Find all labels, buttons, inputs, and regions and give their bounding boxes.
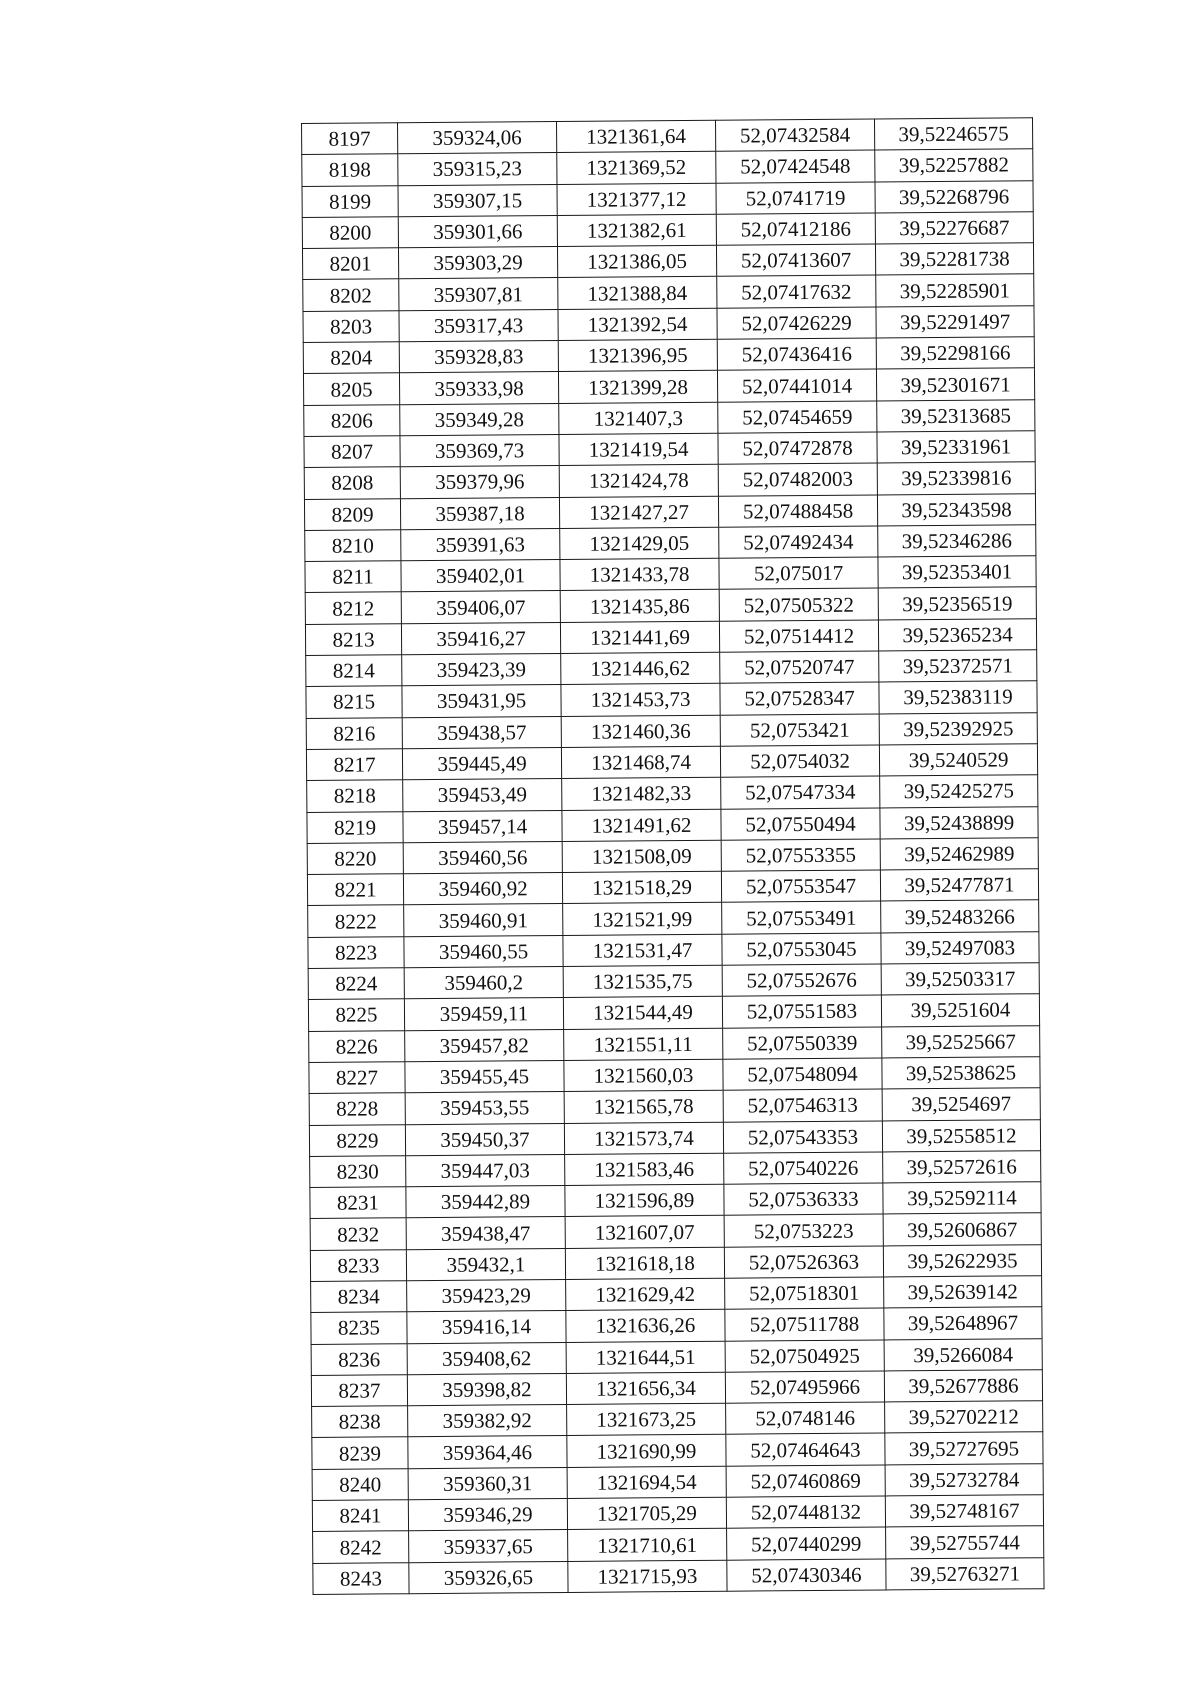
longitude-cell: 39,52622935 bbox=[883, 1244, 1041, 1277]
longitude-cell: 39,5240529 bbox=[879, 744, 1037, 777]
longitude-cell: 39,52732784 bbox=[885, 1463, 1043, 1496]
point-number-cell: 8235 bbox=[311, 1312, 407, 1344]
y-coordinate-cell: 1321518,29 bbox=[562, 871, 721, 904]
latitude-cell: 52,07460869 bbox=[726, 1465, 885, 1498]
point-number-cell: 8239 bbox=[312, 1437, 408, 1469]
longitude-cell: 39,52313685 bbox=[877, 399, 1035, 432]
longitude-cell: 39,52257882 bbox=[875, 149, 1033, 182]
point-number-cell: 8206 bbox=[304, 404, 400, 436]
y-coordinate-cell: 1321429,05 bbox=[560, 527, 719, 560]
x-coordinate-cell: 359453,55 bbox=[405, 1092, 564, 1125]
point-number-cell: 8224 bbox=[308, 968, 404, 1000]
point-number-cell: 8217 bbox=[306, 749, 402, 781]
latitude-cell: 52,07548094 bbox=[723, 1058, 882, 1091]
table-row bbox=[311, 1370, 1042, 1407]
y-coordinate-cell: 1321377,12 bbox=[557, 183, 716, 216]
longitude-cell: 39,52438899 bbox=[880, 806, 1038, 839]
table-row bbox=[307, 775, 1038, 812]
x-coordinate-cell: 359317,43 bbox=[399, 309, 558, 342]
y-coordinate-cell: 1321435,86 bbox=[560, 590, 719, 623]
table-row bbox=[309, 1057, 1040, 1094]
y-coordinate-cell: 1321392,54 bbox=[558, 308, 717, 341]
table-row bbox=[310, 1151, 1041, 1188]
point-number-cell: 8232 bbox=[310, 1218, 406, 1250]
point-number-cell: 8233 bbox=[310, 1249, 406, 1281]
point-number-cell: 8216 bbox=[306, 717, 402, 749]
table-row bbox=[307, 806, 1038, 843]
point-number-cell: 8241 bbox=[312, 1500, 408, 1532]
point-number-cell: 8213 bbox=[305, 623, 401, 655]
table-row bbox=[303, 306, 1034, 343]
table-row bbox=[303, 337, 1034, 374]
latitude-cell: 52,07492434 bbox=[719, 526, 878, 559]
x-coordinate-cell: 359398,82 bbox=[407, 1373, 566, 1406]
latitude-cell: 52,07540226 bbox=[724, 1152, 883, 1185]
longitude-cell: 39,52755744 bbox=[886, 1526, 1044, 1559]
table-row bbox=[311, 1307, 1042, 1344]
latitude-cell: 52,07511788 bbox=[725, 1308, 884, 1341]
longitude-cell: 39,52353401 bbox=[878, 556, 1036, 589]
y-coordinate-cell: 1321710,61 bbox=[568, 1529, 727, 1562]
point-number-cell: 8225 bbox=[308, 999, 404, 1031]
latitude-cell: 52,07553355 bbox=[721, 839, 880, 872]
latitude-cell: 52,07547334 bbox=[721, 776, 880, 809]
table-row bbox=[310, 1182, 1041, 1219]
latitude-cell: 52,07550494 bbox=[721, 808, 880, 841]
latitude-cell: 52,07551583 bbox=[722, 995, 881, 1028]
x-coordinate-cell: 359402,01 bbox=[401, 560, 560, 593]
latitude-cell: 52,07430346 bbox=[727, 1559, 886, 1592]
y-coordinate-cell: 1321446,62 bbox=[561, 652, 720, 685]
table-row bbox=[311, 1338, 1042, 1375]
point-number-cell: 8231 bbox=[310, 1187, 406, 1219]
longitude-cell: 39,52285901 bbox=[876, 274, 1034, 307]
latitude-cell: 52,07528347 bbox=[720, 682, 879, 715]
latitude-cell: 52,07495966 bbox=[725, 1371, 884, 1404]
y-coordinate-cell: 1321560,03 bbox=[564, 1059, 723, 1092]
latitude-cell: 52,07514412 bbox=[719, 620, 878, 653]
longitude-cell: 39,52343598 bbox=[877, 493, 1035, 526]
longitude-cell: 39,52572616 bbox=[883, 1151, 1041, 1184]
longitude-cell: 39,52639142 bbox=[884, 1276, 1042, 1309]
latitude-cell: 52,07436416 bbox=[717, 338, 876, 371]
latitude-cell: 52,07505322 bbox=[719, 588, 878, 621]
x-coordinate-cell: 359416,14 bbox=[407, 1311, 566, 1344]
longitude-cell: 39,52372571 bbox=[879, 650, 1037, 683]
point-number-cell: 8219 bbox=[307, 811, 403, 843]
x-coordinate-cell: 359438,47 bbox=[406, 1217, 565, 1250]
latitude-cell: 52,07553045 bbox=[722, 933, 881, 966]
table-row bbox=[313, 1526, 1044, 1563]
latitude-cell: 52,07546313 bbox=[723, 1089, 882, 1122]
latitude-cell: 52,07526363 bbox=[724, 1246, 883, 1279]
x-coordinate-cell: 359453,49 bbox=[403, 779, 562, 812]
point-number-cell: 8215 bbox=[306, 686, 402, 718]
table-row bbox=[302, 212, 1033, 249]
x-coordinate-cell: 359423,39 bbox=[402, 654, 561, 687]
latitude-cell: 52,0748146 bbox=[726, 1402, 885, 1435]
longitude-cell: 39,52462989 bbox=[880, 838, 1038, 871]
y-coordinate-cell: 1321491,62 bbox=[562, 809, 721, 842]
longitude-cell: 39,52339816 bbox=[877, 462, 1035, 495]
point-number-cell: 8211 bbox=[305, 561, 401, 593]
x-coordinate-cell: 359447,03 bbox=[406, 1154, 565, 1187]
table-row bbox=[306, 712, 1037, 749]
y-coordinate-cell: 1321715,93 bbox=[568, 1560, 727, 1593]
longitude-cell: 39,52702212 bbox=[885, 1401, 1043, 1434]
y-coordinate-cell: 1321468,74 bbox=[561, 746, 720, 779]
x-coordinate-cell: 359460,55 bbox=[404, 935, 563, 968]
latitude-cell: 52,07488458 bbox=[718, 495, 877, 528]
x-coordinate-cell: 359460,91 bbox=[404, 904, 563, 937]
table-row bbox=[304, 399, 1035, 436]
point-number-cell: 8208 bbox=[304, 467, 400, 499]
latitude-cell: 52,07426229 bbox=[717, 307, 876, 340]
y-coordinate-cell: 1321544,49 bbox=[563, 997, 722, 1030]
longitude-cell: 39,52592114 bbox=[883, 1182, 1041, 1215]
longitude-cell: 39,52727695 bbox=[885, 1432, 1043, 1465]
table-row bbox=[312, 1432, 1043, 1469]
longitude-cell: 39,52538625 bbox=[882, 1057, 1040, 1090]
table-row bbox=[305, 587, 1036, 624]
point-number-cell: 8200 bbox=[302, 217, 398, 249]
longitude-cell: 39,52298166 bbox=[876, 337, 1034, 370]
point-number-cell: 8210 bbox=[305, 530, 401, 562]
y-coordinate-cell: 1321386,05 bbox=[557, 245, 716, 278]
y-coordinate-cell: 1321382,61 bbox=[557, 214, 716, 247]
longitude-cell: 39,52383119 bbox=[879, 681, 1037, 714]
latitude-cell: 52,07553547 bbox=[721, 870, 880, 903]
point-number-cell: 8223 bbox=[308, 936, 404, 968]
table-row bbox=[306, 650, 1037, 687]
longitude-cell: 39,5254697 bbox=[882, 1088, 1040, 1121]
y-coordinate-cell: 1321419,54 bbox=[559, 433, 718, 466]
table-row bbox=[303, 368, 1034, 405]
point-number-cell: 8228 bbox=[309, 1093, 405, 1125]
point-number-cell: 8199 bbox=[302, 185, 398, 217]
y-coordinate-cell: 1321399,28 bbox=[558, 371, 717, 404]
y-coordinate-cell: 1321441,69 bbox=[560, 621, 719, 654]
point-number-cell: 8201 bbox=[302, 248, 398, 280]
point-number-cell: 8240 bbox=[312, 1468, 408, 1500]
x-coordinate-cell: 359432,1 bbox=[406, 1248, 565, 1281]
x-coordinate-cell: 359423,29 bbox=[407, 1279, 566, 1312]
table-row bbox=[312, 1463, 1043, 1500]
point-number-cell: 8243 bbox=[313, 1562, 409, 1594]
x-coordinate-cell: 359457,14 bbox=[403, 810, 562, 843]
longitude-cell: 39,52281738 bbox=[875, 243, 1033, 276]
x-coordinate-cell: 359406,07 bbox=[401, 591, 560, 624]
y-coordinate-cell: 1321407,3 bbox=[559, 402, 718, 435]
y-coordinate-cell: 1321369,52 bbox=[557, 152, 716, 185]
latitude-cell: 52,07417632 bbox=[717, 275, 876, 308]
coordinates-table-body bbox=[302, 118, 1045, 1595]
x-coordinate-cell: 359369,73 bbox=[400, 434, 559, 467]
longitude-cell: 39,52346286 bbox=[878, 525, 1036, 558]
longitude-cell: 39,52425275 bbox=[880, 775, 1038, 808]
point-number-cell: 8214 bbox=[306, 655, 402, 687]
point-number-cell: 8227 bbox=[309, 1062, 405, 1094]
longitude-cell: 39,52276687 bbox=[875, 212, 1033, 245]
latitude-cell: 52,07543353 bbox=[723, 1120, 882, 1153]
point-number-cell: 8209 bbox=[304, 498, 400, 530]
x-coordinate-cell: 359382,92 bbox=[408, 1405, 567, 1438]
x-coordinate-cell: 359416,27 bbox=[401, 622, 560, 655]
point-number-cell: 8198 bbox=[302, 154, 398, 186]
longitude-cell: 39,52677886 bbox=[884, 1370, 1042, 1403]
point-number-cell: 8197 bbox=[302, 123, 398, 155]
longitude-cell: 39,52525667 bbox=[882, 1025, 1040, 1058]
x-coordinate-cell: 359445,49 bbox=[402, 747, 561, 780]
y-coordinate-cell: 1321644,51 bbox=[566, 1341, 725, 1374]
point-number-cell: 8226 bbox=[309, 1030, 405, 1062]
latitude-cell: 52,07432584 bbox=[715, 119, 874, 152]
longitude-cell: 39,52291497 bbox=[876, 306, 1034, 339]
latitude-cell: 52,07504925 bbox=[725, 1340, 884, 1373]
latitude-cell: 52,07553491 bbox=[722, 901, 881, 934]
table-row bbox=[309, 1119, 1040, 1156]
x-coordinate-cell: 359349,28 bbox=[400, 403, 559, 436]
table-row bbox=[309, 1025, 1040, 1062]
y-coordinate-cell: 1321656,34 bbox=[566, 1372, 725, 1405]
coordinates-table bbox=[301, 117, 1045, 1595]
longitude-cell: 39,52356519 bbox=[878, 587, 1036, 620]
table-row bbox=[308, 931, 1039, 968]
x-coordinate-cell: 359337,65 bbox=[409, 1530, 568, 1563]
y-coordinate-cell: 1321508,09 bbox=[562, 840, 721, 873]
y-coordinate-cell: 1321573,74 bbox=[564, 1122, 723, 1155]
table-row bbox=[302, 180, 1033, 217]
point-number-cell: 8205 bbox=[303, 373, 399, 405]
latitude-cell: 52,07472878 bbox=[718, 432, 877, 465]
longitude-cell: 39,52558512 bbox=[882, 1119, 1040, 1152]
latitude-cell: 52,07413607 bbox=[716, 244, 875, 277]
point-number-cell: 8236 bbox=[311, 1343, 407, 1375]
table-row bbox=[307, 869, 1038, 906]
latitude-cell: 52,07440299 bbox=[727, 1527, 886, 1560]
latitude-cell: 52,07520747 bbox=[720, 651, 879, 684]
table-row bbox=[303, 274, 1034, 311]
x-coordinate-cell: 359379,96 bbox=[400, 466, 559, 499]
longitude-cell: 39,5266084 bbox=[884, 1338, 1042, 1371]
point-number-cell: 8242 bbox=[313, 1531, 409, 1563]
x-coordinate-cell: 359460,56 bbox=[403, 841, 562, 874]
y-coordinate-cell: 1321433,78 bbox=[560, 558, 719, 591]
longitude-cell: 39,52392925 bbox=[879, 712, 1037, 745]
table-row bbox=[310, 1244, 1041, 1281]
y-coordinate-cell: 1321361,64 bbox=[556, 120, 715, 153]
y-coordinate-cell: 1321460,36 bbox=[561, 715, 720, 748]
table-row bbox=[309, 1088, 1040, 1125]
table-row bbox=[313, 1557, 1044, 1594]
x-coordinate-cell: 359307,15 bbox=[398, 184, 557, 217]
latitude-cell: 52,07441014 bbox=[717, 369, 876, 402]
x-coordinate-cell: 359438,57 bbox=[402, 716, 561, 749]
latitude-cell: 52,07482003 bbox=[718, 463, 877, 496]
table-row bbox=[305, 525, 1036, 562]
table-row bbox=[308, 963, 1039, 1000]
point-number-cell: 8218 bbox=[307, 780, 403, 812]
latitude-cell: 52,0753223 bbox=[724, 1214, 883, 1247]
x-coordinate-cell: 359315,23 bbox=[398, 153, 557, 186]
y-coordinate-cell: 1321551,11 bbox=[564, 1028, 723, 1061]
longitude-cell: 39,52268796 bbox=[875, 180, 1033, 213]
x-coordinate-cell: 359328,83 bbox=[399, 341, 558, 374]
y-coordinate-cell: 1321618,18 bbox=[565, 1247, 724, 1280]
point-number-cell: 8221 bbox=[307, 874, 403, 906]
table-row bbox=[304, 431, 1035, 468]
table-row bbox=[307, 838, 1038, 875]
point-number-cell: 8234 bbox=[311, 1281, 407, 1313]
table-row bbox=[305, 556, 1036, 593]
x-coordinate-cell: 359391,63 bbox=[401, 528, 560, 561]
point-number-cell: 8229 bbox=[309, 1124, 405, 1156]
table-row bbox=[304, 462, 1035, 499]
latitude-cell: 52,0741719 bbox=[716, 182, 875, 215]
latitude-cell: 52,07412186 bbox=[716, 213, 875, 246]
table-row bbox=[310, 1213, 1041, 1250]
x-coordinate-cell: 359442,89 bbox=[406, 1186, 565, 1219]
y-coordinate-cell: 1321531,47 bbox=[563, 934, 722, 967]
y-coordinate-cell: 1321690,99 bbox=[567, 1435, 726, 1468]
y-coordinate-cell: 1321565,78 bbox=[564, 1090, 723, 1123]
x-coordinate-cell: 359326,65 bbox=[409, 1561, 568, 1594]
latitude-cell: 52,07454659 bbox=[718, 401, 877, 434]
table-row bbox=[306, 744, 1037, 781]
longitude-cell: 39,52301671 bbox=[876, 368, 1034, 401]
longitude-cell: 39,52748167 bbox=[885, 1495, 1043, 1528]
latitude-cell: 52,07464643 bbox=[726, 1433, 885, 1466]
longitude-cell: 39,52477871 bbox=[880, 869, 1038, 902]
latitude-cell: 52,07536333 bbox=[724, 1183, 883, 1216]
y-coordinate-cell: 1321629,42 bbox=[566, 1278, 725, 1311]
point-number-cell: 8207 bbox=[304, 436, 400, 468]
point-number-cell: 8237 bbox=[311, 1375, 407, 1407]
y-coordinate-cell: 1321388,84 bbox=[558, 277, 717, 310]
y-coordinate-cell: 1321607,07 bbox=[565, 1216, 724, 1249]
longitude-cell: 39,52331961 bbox=[877, 431, 1035, 464]
latitude-cell: 52,07424548 bbox=[716, 150, 875, 183]
latitude-cell: 52,07552676 bbox=[722, 964, 881, 997]
y-coordinate-cell: 1321453,73 bbox=[561, 684, 720, 717]
y-coordinate-cell: 1321427,27 bbox=[559, 496, 718, 529]
x-coordinate-cell: 359333,98 bbox=[399, 372, 558, 405]
point-number-cell: 8238 bbox=[312, 1406, 408, 1438]
x-coordinate-cell: 359303,29 bbox=[398, 247, 557, 280]
x-coordinate-cell: 359324,06 bbox=[398, 121, 557, 154]
y-coordinate-cell: 1321673,25 bbox=[567, 1403, 726, 1436]
table-row bbox=[311, 1276, 1042, 1313]
x-coordinate-cell: 359457,82 bbox=[405, 1029, 564, 1062]
x-coordinate-cell: 359364,46 bbox=[408, 1436, 567, 1469]
point-number-cell: 8203 bbox=[303, 311, 399, 343]
latitude-cell: 52,0754032 bbox=[720, 745, 879, 778]
x-coordinate-cell: 359307,81 bbox=[399, 278, 558, 311]
latitude-cell: 52,0753421 bbox=[720, 714, 879, 747]
longitude-cell: 39,5251604 bbox=[881, 994, 1039, 1027]
table-row bbox=[304, 493, 1035, 530]
longitude-cell: 39,52483266 bbox=[881, 900, 1039, 933]
x-coordinate-cell: 359360,31 bbox=[408, 1467, 567, 1500]
table-row bbox=[305, 618, 1036, 655]
x-coordinate-cell: 359387,18 bbox=[400, 497, 559, 530]
x-coordinate-cell: 359460,92 bbox=[403, 873, 562, 906]
latitude-cell: 52,075017 bbox=[719, 557, 878, 590]
point-number-cell: 8230 bbox=[310, 1156, 406, 1188]
x-coordinate-cell: 359301,66 bbox=[398, 215, 557, 248]
point-number-cell: 8212 bbox=[305, 592, 401, 624]
longitude-cell: 39,52246575 bbox=[874, 118, 1032, 151]
table-row bbox=[302, 149, 1033, 186]
longitude-cell: 39,52606867 bbox=[883, 1213, 1041, 1246]
y-coordinate-cell: 1321705,29 bbox=[567, 1497, 726, 1530]
y-coordinate-cell: 1321424,78 bbox=[559, 464, 718, 497]
latitude-cell: 52,07448132 bbox=[726, 1496, 885, 1529]
y-coordinate-cell: 1321482,33 bbox=[562, 777, 721, 810]
x-coordinate-cell: 359450,37 bbox=[405, 1123, 564, 1156]
latitude-cell: 52,07550339 bbox=[723, 1027, 882, 1060]
table-row bbox=[306, 681, 1037, 718]
y-coordinate-cell: 1321583,46 bbox=[565, 1153, 724, 1186]
longitude-cell: 39,52503317 bbox=[881, 963, 1039, 996]
longitude-cell: 39,52763271 bbox=[886, 1557, 1044, 1590]
x-coordinate-cell: 359459,11 bbox=[404, 998, 563, 1031]
table-row bbox=[312, 1401, 1043, 1438]
table-row bbox=[308, 900, 1039, 937]
table-row bbox=[312, 1495, 1043, 1532]
y-coordinate-cell: 1321521,99 bbox=[563, 903, 722, 936]
y-coordinate-cell: 1321694,54 bbox=[567, 1466, 726, 1499]
longitude-cell: 39,52365234 bbox=[878, 618, 1036, 651]
longitude-cell: 39,52648967 bbox=[884, 1307, 1042, 1340]
latitude-cell: 52,07518301 bbox=[725, 1277, 884, 1310]
point-number-cell: 8220 bbox=[307, 843, 403, 875]
x-coordinate-cell: 359431,95 bbox=[402, 685, 561, 718]
y-coordinate-cell: 1321596,89 bbox=[565, 1184, 724, 1217]
x-coordinate-cell: 359460,2 bbox=[404, 966, 563, 999]
point-number-cell: 8202 bbox=[303, 279, 399, 311]
table-row bbox=[302, 118, 1033, 155]
x-coordinate-cell: 359346,29 bbox=[408, 1499, 567, 1532]
longitude-cell: 39,52497083 bbox=[881, 931, 1039, 964]
y-coordinate-cell: 1321535,75 bbox=[563, 965, 722, 998]
point-number-cell: 8204 bbox=[303, 342, 399, 374]
y-coordinate-cell: 1321396,95 bbox=[558, 339, 717, 372]
x-coordinate-cell: 359408,62 bbox=[407, 1342, 566, 1375]
point-number-cell: 8222 bbox=[308, 905, 404, 937]
table-row bbox=[302, 243, 1033, 280]
x-coordinate-cell: 359455,45 bbox=[405, 1060, 564, 1093]
y-coordinate-cell: 1321636,26 bbox=[566, 1309, 725, 1342]
table-row bbox=[308, 994, 1039, 1031]
